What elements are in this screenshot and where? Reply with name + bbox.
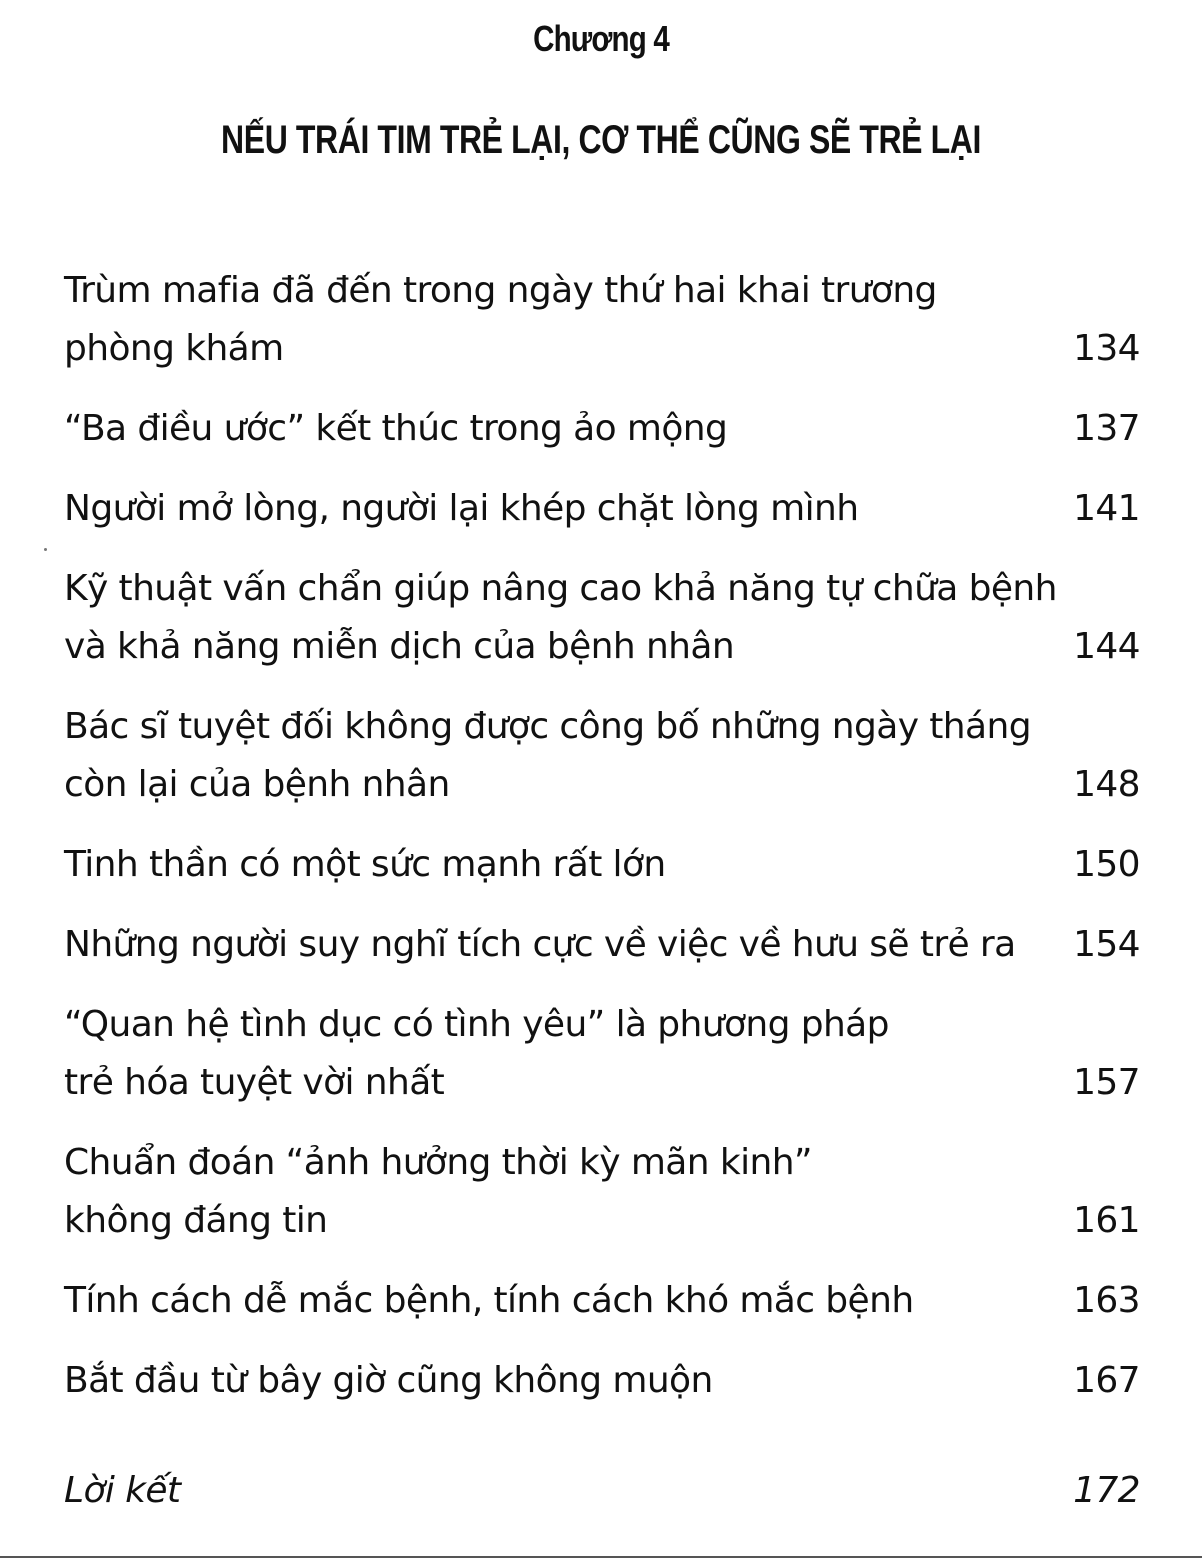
- toc-entry-page-number: 167: [1073, 1360, 1140, 1401]
- toc-entry-page-number: 137: [1073, 408, 1140, 449]
- toc-entry-title-line: Người mở lòng, người lại khép chặt lòng mình: [64, 488, 859, 529]
- toc-entry-title-line: “Ba điều ước” kết thúc trong ảo mộng: [64, 408, 728, 449]
- toc-afterword: [64, 1462, 1140, 1520]
- print-speck: [44, 548, 47, 551]
- toc-entry-title-line: Những người suy nghĩ tích cực về việc về hưu sẽ trẻ ra: [64, 924, 1016, 965]
- toc-entry: [64, 1134, 1140, 1250]
- toc-entry: [64, 996, 1140, 1112]
- toc-entry-title-line: Trùm mafia đã đến trong ngày thứ hai khai trương: [64, 270, 937, 311]
- toc-entry-page-number: 148: [1073, 764, 1140, 805]
- chapter-title: NẾU TRÁI TIM TRẺ LẠI, CƠ THỂ CŨNG SẼ TRẺ LẠI: [221, 118, 981, 162]
- toc-entry-title-line: Chuẩn đoán “ảnh hưởng thời kỳ mãn kinh”: [64, 1142, 812, 1183]
- toc-entry-title-line: Bác sĩ tuyệt đối không được công bố những ngày tháng: [64, 706, 1031, 747]
- toc-entry: [64, 1272, 1140, 1330]
- toc-entry-page-number: 161: [1073, 1200, 1140, 1241]
- toc-entry-title-line: Kỹ thuật vấn chẩn giúp nâng cao khả năng tự chữa bệnh: [64, 568, 1057, 609]
- toc-entry-title-line: “Quan hệ tình dục có tình yêu” là phương pháp: [64, 1004, 889, 1045]
- page-bottom-rule: [0, 1556, 1202, 1558]
- toc-entry-title-line: Tính cách dễ mắc bệnh, tính cách khó mắc bệnh: [64, 1280, 914, 1321]
- toc-entry: [64, 262, 1140, 378]
- toc-afterword-page-number: 172: [1073, 1470, 1140, 1511]
- toc-entry-page-number: 157: [1073, 1062, 1140, 1103]
- toc-entry-page-number: 141: [1073, 488, 1140, 529]
- toc-entry: [64, 480, 1140, 538]
- toc-entry-page-number: 150: [1073, 844, 1140, 885]
- toc-entry-title-line: không đáng tin: [64, 1200, 328, 1241]
- toc-entry-title-line: trẻ hóa tuyệt vời nhất: [64, 1062, 445, 1103]
- toc-entry: [64, 698, 1140, 814]
- toc-entry-page-number: 134: [1073, 328, 1140, 369]
- toc-entry-title-line: và khả năng miễn dịch của bệnh nhân: [64, 626, 735, 667]
- toc-entry-title-line: Bắt đầu từ bây giờ cũng không muộn: [64, 1360, 713, 1401]
- toc-entry-page-number: 163: [1073, 1280, 1140, 1321]
- toc-entry: [64, 836, 1140, 894]
- toc-entry: [64, 400, 1140, 458]
- toc-entry: [64, 560, 1140, 676]
- toc-entry: [64, 1352, 1140, 1410]
- toc-entry-title-line: Tinh thần có một sức mạnh rất lớn: [64, 844, 666, 885]
- toc-afterword-title: Lời kết: [64, 1470, 181, 1511]
- toc-entry-page-number: 154: [1073, 924, 1140, 965]
- toc-entry-title-line: còn lại của bệnh nhân: [64, 764, 450, 805]
- toc-entry-page-number: 144: [1073, 626, 1140, 667]
- toc-entry-title-line: phòng khám: [64, 328, 284, 369]
- toc-entry: [64, 916, 1140, 974]
- table-of-contents: [64, 262, 1140, 1432]
- chapter-label: Chương 4: [533, 18, 669, 59]
